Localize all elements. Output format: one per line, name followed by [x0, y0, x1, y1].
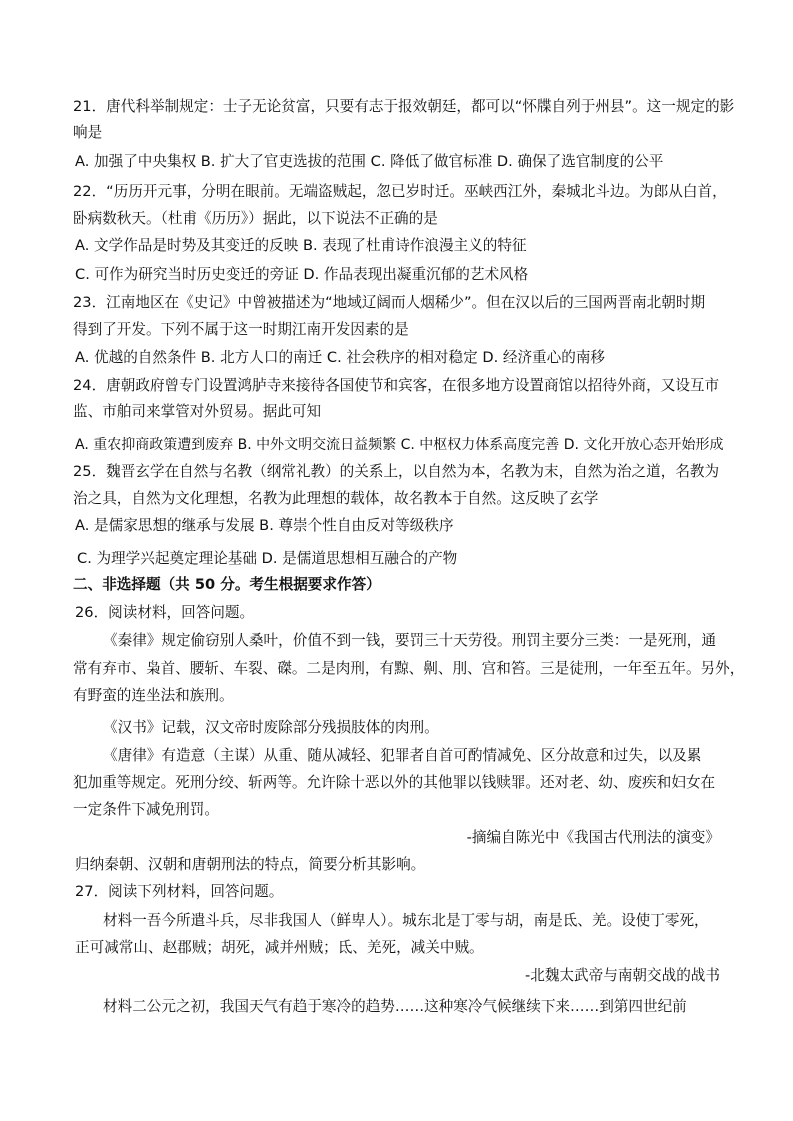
q26-paragraph-1-line-2: 常有弃市、枭首、腰斩、车裂、磔。二是肉刑，有黥、劓、刖、宫和笞。三是徒刑，一年至五年。另外，: [73, 660, 745, 677]
q26-question: 归纳秦朝、汉朝和唐朝刑法的特点，简要分析其影响。: [75, 856, 426, 873]
q26-title: 26．阅读材料，回答问题。: [75, 604, 255, 621]
q26-paragraph-3-line-1: 《唐律》有造意（主谋）从重、随从减轻、犯罪者自首可酌情减免、区分故意和过失，以及累: [103, 747, 702, 764]
q26-paragraph-2: 《汉书》记载，汉文帝时废除部分残损肢体的肉刑。: [103, 719, 439, 736]
q21-stem-line-1: 21．唐代科举制规定：士子无论贫富，只要有志于报效朝廷，都可以“怀牒自列于州县”。这一规定的影: [73, 98, 735, 115]
q25-stem-line-2: 治之具，自然为文化理想，名教为此理想的载体，故名教本于自然。这反映了玄学: [73, 490, 599, 507]
q21-options: A. 加强了中央集权 B. 扩大了官吏选拔的范围 C. 降低了做官标准 D. 确保了选官制度的公平: [75, 153, 664, 170]
q22-options-2: C. 可作为研究当时历史变迁的旁证 D. 作品表现出凝重沉郁的艺术风格: [75, 266, 529, 283]
q26-paragraph-3-line-2: 犯加重等规定。死刑分绞、斩两等。允许除十恶以外的其他罪以钱赎罪。还对老、幼、废疾和妇女在: [73, 774, 716, 791]
q22-stem-line-1: 22．“历历开元事，分明在眼前。无端盗贼起，忽已岁时迁。巫峡西江外，秦城北斗边。为郎从白首，: [73, 183, 727, 200]
q24-options: A. 重农抑商政策遭到废弃 B. 中外文明交流日益频繁 C. 中枢权力体系高度完善 D. 文化开放心态开始形成: [75, 437, 724, 453]
q23-stem-line-2: 得到了开发。下列不属于这一时期江南开发因素的是: [73, 321, 409, 338]
section-heading: 二、非选择题（共 50 分。考生根据要求作答）: [73, 576, 381, 593]
q27-title: 27．阅读下列材料，回答问题。: [75, 883, 284, 900]
q22-options-1: A. 文学作品是时势及其变迁的反映 B. 表现了杜甫诗作浪漫主义的特征: [75, 237, 527, 254]
q26-paragraph-1-line-3: 有野蛮的连坐法和族刑。: [73, 687, 234, 704]
q25-options-2: C. 为理学兴起奠定理论基础 D. 是儒道思想相互融合的产物: [77, 550, 458, 567]
q25-stem-line-1: 25．魏晋玄学在自然与名教（纲常礼教）的关系上，以自然为本，名教为末，自然为治之道，名教为: [73, 463, 720, 480]
q22-stem-line-2: 卧病数秋天。（杜甫《历历》）据此，以下说法不正确的是: [73, 210, 438, 227]
q27-material-1-line-2: 正可减常山、赵郡贼；胡死，减并州贼；氐、羌死，减关中贼。: [75, 939, 484, 956]
q24-stem-line-1: 24．唐朝政府曾专门设置鸿胪寺来接待各国使节和宾客，在很多地方设置商馆以招待外商，又设互市: [73, 377, 720, 394]
q27-material-1-line-1: 材料一吾今所遣斗兵，尽非我国人（鲜卑人）。城东北是丁零与胡，南是氐、羌。设使丁零死，: [103, 912, 709, 929]
q27-material-2-line-1: 材料二公元之初，我国天气有趋于寒冷的趋势……这种寒冷气候继续下来……到第四世纪前: [103, 998, 687, 1015]
q27-material-1-source: -北魏太武帝与南朝交战的战书: [525, 967, 720, 984]
q26-source: -摘编自陈光中《我国古代刑法的演变》: [466, 829, 720, 846]
q26-paragraph-3-line-3: 一定条件下减免刑罚。: [73, 801, 219, 818]
q21-stem-line-2: 响是: [73, 124, 103, 141]
q26-paragraph-1-line-1: 《秦律》规定偷窃别人桑叶，价值不到一钱，要罚三十天劳役。刑罚主要分三类：一是死刑，通: [103, 632, 716, 649]
q24-stem-line-2: 监、市舶司来掌管对外贸易。据此可知: [73, 403, 322, 420]
q23-stem-line-1: 23．江南地区在《史记》中曾被描述为“地域辽阔而人烟稀少”。但在汉以后的三国两晋南北朝时期: [73, 294, 706, 311]
q23-options: A. 优越的自然条件 B. 北方人口的南迁 C. 社会秩序的相对稳定 D. 经济重心的南移: [75, 349, 606, 366]
q25-options-1: A. 是儒家思想的继承与发展 B. 尊崇个性自由反对等级秩序: [75, 517, 454, 534]
